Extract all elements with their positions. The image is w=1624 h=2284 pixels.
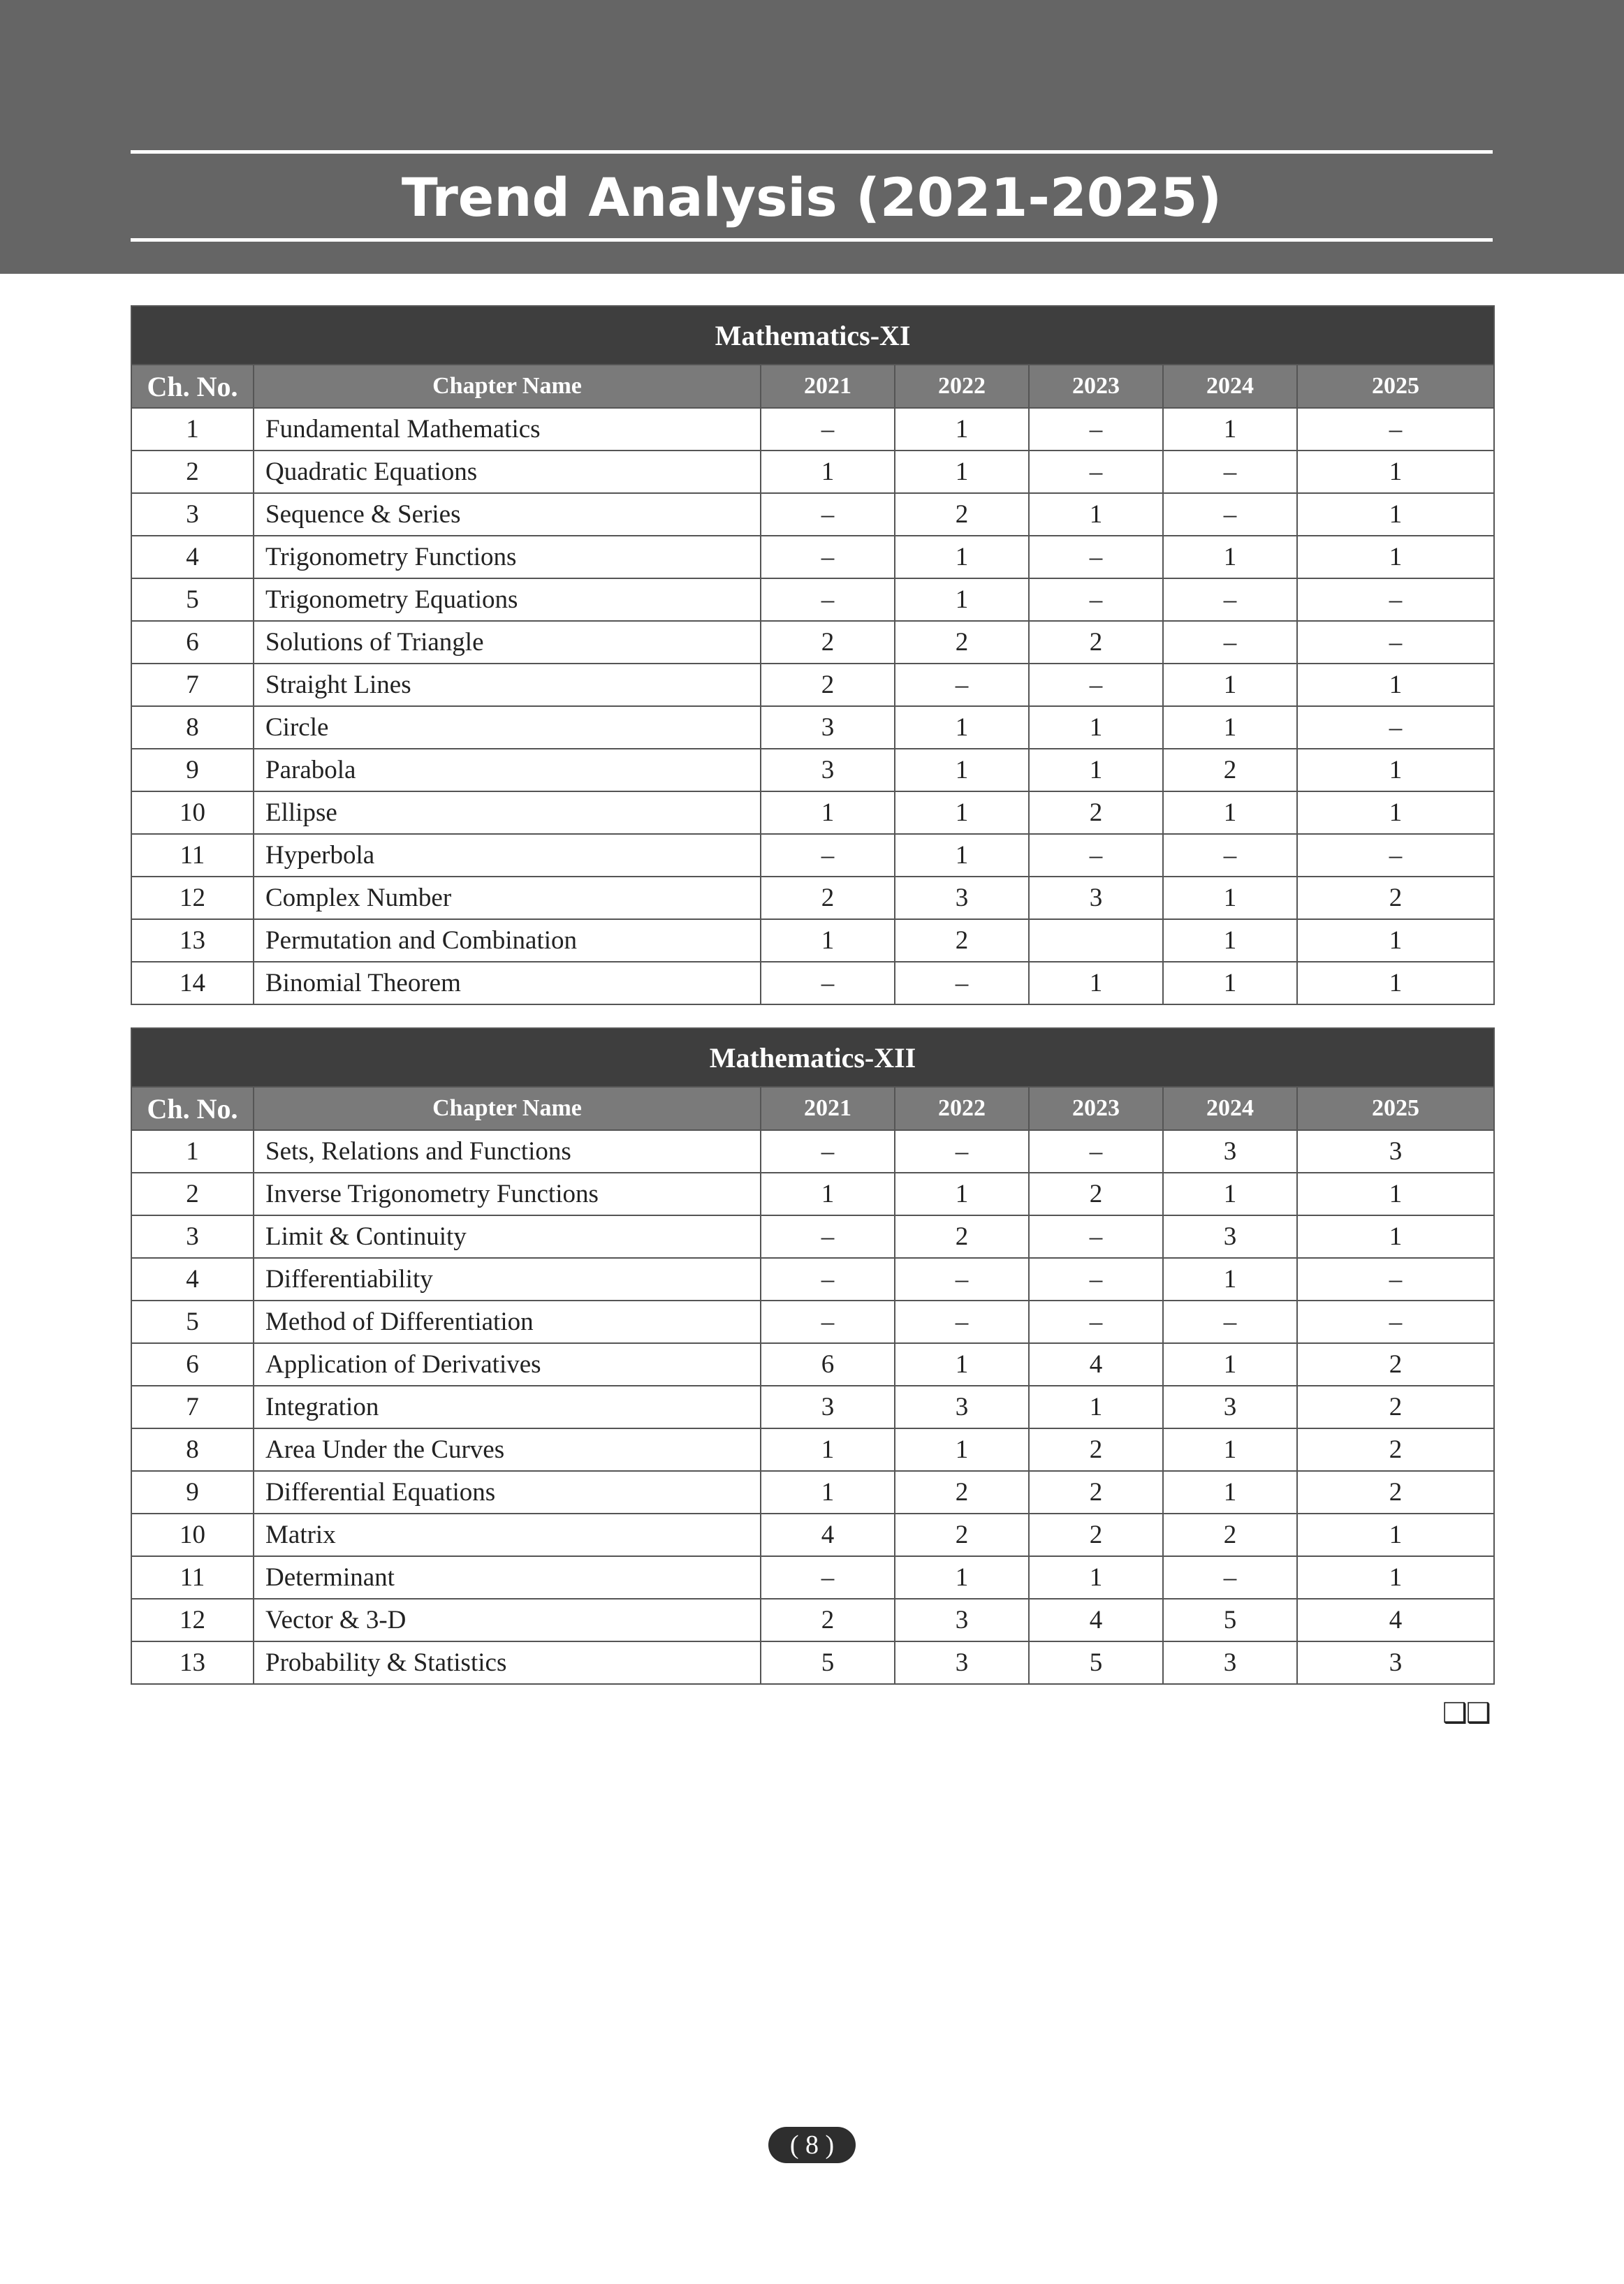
cell-chapter-no: 11 — [131, 1556, 254, 1599]
table-title-row — [131, 1028, 1494, 1087]
cell-2021: – — [761, 1258, 895, 1301]
table-row — [131, 749, 1494, 791]
cell-2024: 1 — [1163, 791, 1297, 834]
cell-chapter-no: 5 — [131, 1301, 254, 1343]
cell-2021: 3 — [761, 1386, 895, 1428]
table-row — [131, 877, 1494, 919]
cell-2023: 2 — [1029, 1471, 1163, 1514]
cell-2023: – — [1029, 408, 1163, 451]
cell-chapter-name: Area Under the Curves — [254, 1428, 761, 1471]
cell-2022: 2 — [895, 1471, 1029, 1514]
cell-2022: 2 — [895, 919, 1029, 962]
column-header-chapter-name: Chapter Name — [254, 365, 761, 408]
cell-2023: 1 — [1029, 749, 1163, 791]
cell-chapter-no: 4 — [131, 1258, 254, 1301]
title-rule-top — [131, 150, 1493, 154]
cell-chapter-name: Inverse Trigonometry Functions — [254, 1173, 761, 1215]
cell-2021: – — [761, 1301, 895, 1343]
cell-2023: – — [1029, 664, 1163, 706]
cell-2023: 1 — [1029, 493, 1163, 536]
cell-2025: 1 — [1297, 493, 1494, 536]
cell-2024: 3 — [1163, 1130, 1297, 1173]
cell-2022: 3 — [895, 1599, 1029, 1641]
cell-2022: 1 — [895, 1556, 1029, 1599]
table-row — [131, 493, 1494, 536]
cell-2025: 1 — [1297, 749, 1494, 791]
cell-chapter-no: 1 — [131, 1130, 254, 1173]
table-row — [131, 1556, 1494, 1599]
table-title: Mathematics-XI — [131, 306, 1494, 365]
cell-2023: 2 — [1029, 621, 1163, 664]
cell-chapter-name: Differentiability — [254, 1258, 761, 1301]
column-header-2023: 2023 — [1029, 365, 1163, 408]
cell-2025: 1 — [1297, 451, 1494, 493]
cell-chapter-name: Solutions of Triangle — [254, 621, 761, 664]
cell-chapter-no: 13 — [131, 919, 254, 962]
table-row — [131, 1599, 1494, 1641]
cell-2023: – — [1029, 1301, 1163, 1343]
cell-2025: 2 — [1297, 1343, 1494, 1386]
cell-chapter-name: Matrix — [254, 1514, 761, 1556]
column-header-row — [131, 1087, 1494, 1130]
cell-2021: 2 — [761, 621, 895, 664]
cell-2024: 2 — [1163, 749, 1297, 791]
cell-chapter-name: Parabola — [254, 749, 761, 791]
cell-2022: – — [895, 1130, 1029, 1173]
cell-2024: 1 — [1163, 1343, 1297, 1386]
cell-2021: – — [761, 1215, 895, 1258]
cell-2021: – — [761, 536, 895, 578]
cell-2023: – — [1029, 1258, 1163, 1301]
table-row — [131, 962, 1494, 1004]
cell-2022: – — [895, 1258, 1029, 1301]
cell-chapter-no: 10 — [131, 791, 254, 834]
cell-chapter-name: Fundamental Mathematics — [254, 408, 761, 451]
table-row — [131, 536, 1494, 578]
cell-2022: 3 — [895, 877, 1029, 919]
cell-2023: 2 — [1029, 1428, 1163, 1471]
cell-2025: 1 — [1297, 1215, 1494, 1258]
cell-chapter-name: Binomial Theorem — [254, 962, 761, 1004]
cell-chapter-name: Permutation and Combination — [254, 919, 761, 962]
cell-2021: – — [761, 578, 895, 621]
cell-2021: – — [761, 493, 895, 536]
cell-2025: 2 — [1297, 877, 1494, 919]
column-header-2023: 2023 — [1029, 1087, 1163, 1130]
cell-2021: 1 — [761, 451, 895, 493]
cell-2025: 2 — [1297, 1386, 1494, 1428]
page-title: Trend Analysis (2021-2025) — [401, 166, 1222, 228]
cell-chapter-name: Circle — [254, 706, 761, 749]
cell-2022: 2 — [895, 1514, 1029, 1556]
cell-2021: 1 — [761, 1173, 895, 1215]
cell-2025: – — [1297, 1258, 1494, 1301]
cell-2024: 1 — [1163, 408, 1297, 451]
cell-chapter-no: 3 — [131, 493, 254, 536]
cell-2022: 2 — [895, 621, 1029, 664]
cell-chapter-no: 5 — [131, 578, 254, 621]
column-header-2025: 2025 — [1297, 1087, 1494, 1130]
column-header-2021: 2021 — [761, 1087, 895, 1130]
cell-2022: 1 — [895, 1173, 1029, 1215]
cell-2024: 1 — [1163, 919, 1297, 962]
cell-2021: 1 — [761, 1428, 895, 1471]
table-row — [131, 919, 1494, 962]
table-row — [131, 1641, 1494, 1684]
cell-2022: 1 — [895, 536, 1029, 578]
cell-2024: – — [1163, 1301, 1297, 1343]
cell-chapter-no: 9 — [131, 749, 254, 791]
cell-chapter-no: 7 — [131, 1386, 254, 1428]
cell-2025: – — [1297, 834, 1494, 877]
cell-chapter-name: Integration — [254, 1386, 761, 1428]
cell-chapter-no: 8 — [131, 1428, 254, 1471]
cell-2025: 1 — [1297, 664, 1494, 706]
table-row — [131, 1343, 1494, 1386]
column-header-2024: 2024 — [1163, 1087, 1297, 1130]
cell-2021: – — [761, 962, 895, 1004]
cell-chapter-name: Ellipse — [254, 791, 761, 834]
cell-chapter-no: 1 — [131, 408, 254, 451]
table-title: Mathematics-XII — [131, 1028, 1494, 1087]
cell-2022: – — [895, 962, 1029, 1004]
cell-2021: 2 — [761, 1599, 895, 1641]
cell-2025: 1 — [1297, 791, 1494, 834]
cell-2024: 3 — [1163, 1386, 1297, 1428]
cell-2025: 1 — [1297, 962, 1494, 1004]
cell-chapter-no: 14 — [131, 962, 254, 1004]
cell-2022: – — [895, 1301, 1029, 1343]
cell-2023: 1 — [1029, 962, 1163, 1004]
cell-2021: 3 — [761, 749, 895, 791]
cell-2024: – — [1163, 834, 1297, 877]
cell-2021: 3 — [761, 706, 895, 749]
cell-chapter-name: Application of Derivatives — [254, 1343, 761, 1386]
cell-chapter-no: 11 — [131, 834, 254, 877]
cell-2022: 1 — [895, 578, 1029, 621]
cell-2025: 2 — [1297, 1428, 1494, 1471]
cell-2023: 2 — [1029, 1173, 1163, 1215]
title-rule-bottom — [131, 238, 1493, 242]
cell-chapter-name: Differential Equations — [254, 1471, 761, 1514]
cell-2024: 1 — [1163, 706, 1297, 749]
cell-2022: 1 — [895, 408, 1029, 451]
cell-2021: – — [761, 1130, 895, 1173]
cell-chapter-name: Trigonometry Functions — [254, 536, 761, 578]
cell-2025: – — [1297, 706, 1494, 749]
cell-chapter-no: 12 — [131, 877, 254, 919]
cell-2023: – — [1029, 536, 1163, 578]
cell-2024: – — [1163, 1556, 1297, 1599]
cell-chapter-no: 12 — [131, 1599, 254, 1641]
cell-2022: 1 — [895, 1428, 1029, 1471]
cell-2021: 6 — [761, 1343, 895, 1386]
cell-2023: 1 — [1029, 706, 1163, 749]
cell-2022: 1 — [895, 749, 1029, 791]
cell-2024: 1 — [1163, 1471, 1297, 1514]
cell-2023: – — [1029, 451, 1163, 493]
table-row — [131, 1130, 1494, 1173]
cell-2025: – — [1297, 408, 1494, 451]
column-header-2022: 2022 — [895, 365, 1029, 408]
cell-chapter-no: 9 — [131, 1471, 254, 1514]
cell-2024: 3 — [1163, 1641, 1297, 1684]
cell-2025: 2 — [1297, 1471, 1494, 1514]
table-row — [131, 1428, 1494, 1471]
cell-2021: 1 — [761, 791, 895, 834]
cell-chapter-name: Hyperbola — [254, 834, 761, 877]
cell-chapter-no: 6 — [131, 621, 254, 664]
cell-2021: 5 — [761, 1641, 895, 1684]
cell-2024: 1 — [1163, 536, 1297, 578]
table-row — [131, 1471, 1494, 1514]
page-number: ( 8 ) — [768, 2127, 856, 2163]
cell-2023: 2 — [1029, 1514, 1163, 1556]
cell-2025: 4 — [1297, 1599, 1494, 1641]
cell-chapter-name: Determinant — [254, 1556, 761, 1599]
cell-chapter-name: Sequence & Series — [254, 493, 761, 536]
cell-2021: 2 — [761, 877, 895, 919]
table-row — [131, 451, 1494, 493]
cell-chapter-name: Quadratic Equations — [254, 451, 761, 493]
cell-2023: 3 — [1029, 877, 1163, 919]
cell-2024: 1 — [1163, 962, 1297, 1004]
cell-chapter-name: Trigonometry Equations — [254, 578, 761, 621]
cell-chapter-name: Sets, Relations and Functions — [254, 1130, 761, 1173]
column-header-2024: 2024 — [1163, 365, 1297, 408]
cell-2021: – — [761, 1556, 895, 1599]
table-row — [131, 1301, 1494, 1343]
column-header-2022: 2022 — [895, 1087, 1029, 1130]
cell-2022: 1 — [895, 834, 1029, 877]
cell-2022: – — [895, 664, 1029, 706]
cell-2025: 1 — [1297, 1556, 1494, 1599]
cell-2023: 5 — [1029, 1641, 1163, 1684]
cell-2023: – — [1029, 1215, 1163, 1258]
cell-chapter-no: 13 — [131, 1641, 254, 1684]
cell-2023: – — [1029, 834, 1163, 877]
cell-2024: 3 — [1163, 1215, 1297, 1258]
cell-chapter-name: Vector & 3-D — [254, 1599, 761, 1641]
cell-2022: 1 — [895, 1343, 1029, 1386]
cell-2021: 4 — [761, 1514, 895, 1556]
cell-2023: 4 — [1029, 1599, 1163, 1641]
cell-chapter-name: Probability & Statistics — [254, 1641, 761, 1684]
cell-2024: 1 — [1163, 1258, 1297, 1301]
cell-2022: 2 — [895, 493, 1029, 536]
table-row — [131, 834, 1494, 877]
cell-2025: 1 — [1297, 536, 1494, 578]
cell-2021: 2 — [761, 664, 895, 706]
cell-2024: 5 — [1163, 1599, 1297, 1641]
cell-2024: – — [1163, 621, 1297, 664]
cell-chapter-no: 6 — [131, 1343, 254, 1386]
cell-2025: 1 — [1297, 1173, 1494, 1215]
cell-2024: 1 — [1163, 877, 1297, 919]
table-row — [131, 1258, 1494, 1301]
cell-chapter-no: 10 — [131, 1514, 254, 1556]
column-header-2021: 2021 — [761, 365, 895, 408]
cell-chapter-name: Limit & Continuity — [254, 1215, 761, 1258]
cell-2021: – — [761, 408, 895, 451]
cell-chapter-no: 2 — [131, 451, 254, 493]
cell-2024: – — [1163, 493, 1297, 536]
cell-2024: 1 — [1163, 1173, 1297, 1215]
table-row — [131, 664, 1494, 706]
cell-chapter-no: 2 — [131, 1173, 254, 1215]
cell-2024: 2 — [1163, 1514, 1297, 1556]
cell-chapter-name: Method of Differentiation — [254, 1301, 761, 1343]
mathematics-xii-table — [131, 1027, 1495, 1685]
cell-2023: 1 — [1029, 1386, 1163, 1428]
cell-2021: 1 — [761, 1471, 895, 1514]
cell-2024: – — [1163, 578, 1297, 621]
cell-2023 — [1029, 919, 1163, 962]
cell-2025: – — [1297, 621, 1494, 664]
cell-chapter-no: 8 — [131, 706, 254, 749]
column-header-chapter-name: Chapter Name — [254, 1087, 761, 1130]
column-header-chapter-no: Ch. No. — [131, 365, 254, 408]
cell-2025: – — [1297, 1301, 1494, 1343]
cell-2025: 1 — [1297, 1514, 1494, 1556]
table-row — [131, 706, 1494, 749]
cell-2024: 1 — [1163, 1428, 1297, 1471]
cell-2025: 3 — [1297, 1641, 1494, 1684]
cell-2022: 1 — [895, 451, 1029, 493]
cell-2023: 2 — [1029, 791, 1163, 834]
cell-2025: 3 — [1297, 1130, 1494, 1173]
cell-2022: 1 — [895, 791, 1029, 834]
column-header-2025: 2025 — [1297, 365, 1494, 408]
cell-2022: 2 — [895, 1215, 1029, 1258]
cell-chapter-no: 7 — [131, 664, 254, 706]
cell-2022: 3 — [895, 1641, 1029, 1684]
cell-2023: 1 — [1029, 1556, 1163, 1599]
cell-2023: – — [1029, 578, 1163, 621]
cell-2021: – — [761, 834, 895, 877]
table-row — [131, 408, 1494, 451]
table-row — [131, 1386, 1494, 1428]
cell-2022: 1 — [895, 706, 1029, 749]
column-header-row — [131, 365, 1494, 408]
table-row — [131, 1173, 1494, 1215]
cell-chapter-name: Straight Lines — [254, 664, 761, 706]
cell-2023: 4 — [1029, 1343, 1163, 1386]
cell-2025: 1 — [1297, 919, 1494, 962]
cell-2024: – — [1163, 451, 1297, 493]
cell-2024: 1 — [1163, 664, 1297, 706]
column-header-chapter-no: Ch. No. — [131, 1087, 254, 1130]
table-title-row — [131, 306, 1494, 365]
table-row — [131, 578, 1494, 621]
mathematics-xi-table — [131, 305, 1495, 1005]
table-row — [131, 1215, 1494, 1258]
cell-chapter-no: 4 — [131, 536, 254, 578]
cell-chapter-name: Complex Number — [254, 877, 761, 919]
cell-2021: 1 — [761, 919, 895, 962]
cell-chapter-no: 3 — [131, 1215, 254, 1258]
end-mark-icon: ❑❑ — [1442, 1697, 1490, 1729]
table-row — [131, 791, 1494, 834]
table-row — [131, 1514, 1494, 1556]
table-row — [131, 621, 1494, 664]
cell-2025: – — [1297, 578, 1494, 621]
cell-2022: 3 — [895, 1386, 1029, 1428]
cell-2023: – — [1029, 1130, 1163, 1173]
